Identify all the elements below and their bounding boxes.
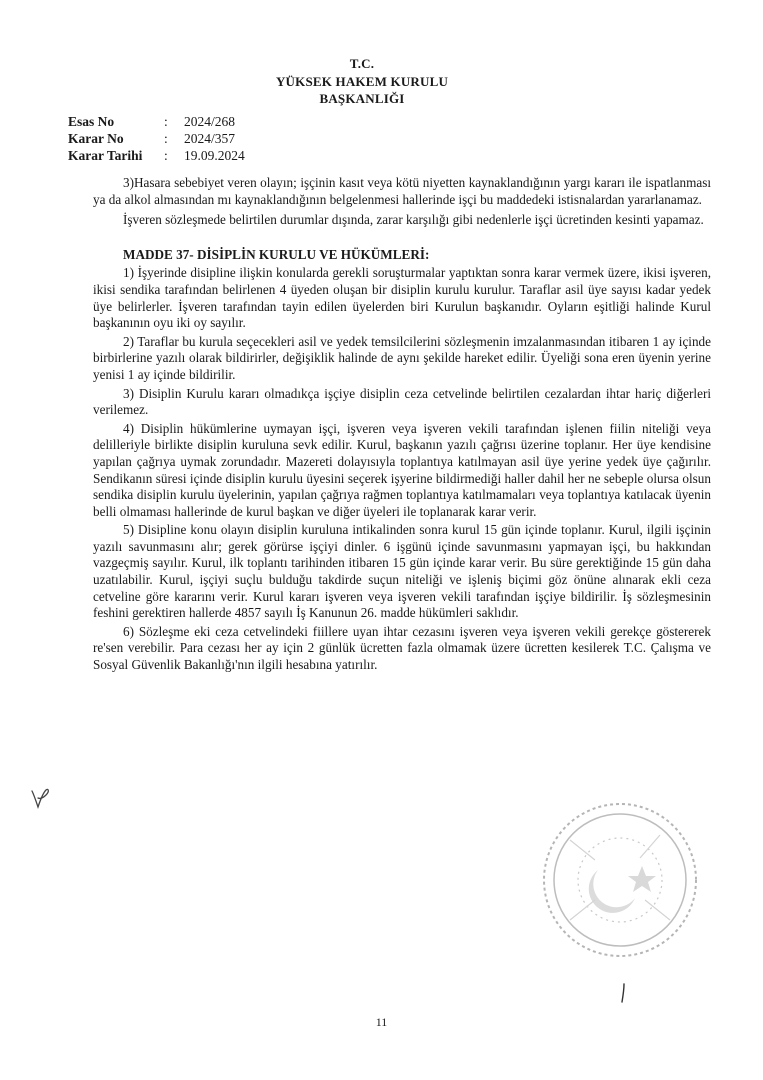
- page-number: 11: [375, 1015, 388, 1029]
- article-item: 1) İşyerinde disipline ilişkin konularda gerekli soruşturmalar yaptıktan sonra karar vermek üzere, ikisi işveren, ikisi sendika tarafından belirlenen 4 üyeden oluşan bir disiplin kurulu kurulur. Taraflar asil üye sayısı kadar yedek üye belirlerler. İşveren tarafından tayin edilen üyelerden biri Kurulun başkanıdır. Oyların eşitliği halinde Kurul başkanının oyu iki oy sayılır.: [93, 265, 711, 331]
- meta-karar-no: Karar No : 2024/357: [68, 131, 236, 146]
- document-body: [93, 175, 711, 674]
- article-item: 3) Disiplin Kurulu kararı olmadıkça işçiye disiplin ceza cetvelinde belirtilen cezalardan ihtar hariç diğerleri verilemez.: [93, 385, 711, 418]
- article-item: 4) Disiplin hükümlerine uymayan işçi, işveren veya işveren vekili tarafından işlenen fiilin niteliği veya delilleriyle birlikte disiplin kuruluna sevk edilir. Kurul, başkanın yazılı çağrısı üzerine toplanır. Her üye kendisine yapılan çağrıya uymak zorundadır. Mazereti dolayısıyla toplantıya katılmayan asil üye yerine yedek üye çağırılır. Sendikanın süresi içinde disiplin kurulu üyesini seçerek işyerine bildirmediği haller dahil her ne sebeple olursa olsun sendika disiplin kurulu üyelerinin, yapılan çağrıya rağmen toplantıya katılmamaları veya toplantıya katılacak üyenin belli olmaması hallerinde de kurul başkan ve diğer üyeleri ile toplanarak karar verir.: [93, 420, 711, 519]
- meta-label: Esas No: [68, 114, 115, 129]
- meta-value: 2024/357: [184, 131, 236, 146]
- article-item: 6) Sözleşme eki ceza cetvelindeki fiillere uyan ihtar cezasını işveren veya işveren vekili gerekçe göstererek re'sen verebilir. Para cezası her ay için 2 günlük ücretten fazla olmamak üzere ücretten kesilerek T.C. Çalışma ve Sosyal Güvenlik Bakanlığı'nın ilgili hesabına yatırılır.: [93, 623, 711, 673]
- article-heading: MADDE 37- DİSİPLİN KURULU VE HÜKÜMLERİ:: [123, 246, 430, 262]
- official-seal-icon: [540, 800, 700, 960]
- paragraph: 3)Hasara sebebiyet veren olayın; işçinin kasıt veya kötü niyetten kaynaklandığının yargı kararı ile ispatlanması ya da alkol almasından mı kaynaklandığının belgelenmesi hallerinde işçi bu maddedeki istisnalardan yararlanamaz.: [93, 175, 711, 207]
- meta-label: Karar No: [68, 131, 124, 146]
- meta-value: 2024/268: [184, 114, 236, 129]
- meta-karar-tarihi: Karar Tarihi : 19.09.2024: [68, 148, 245, 163]
- header-presidency: BAŞKANLIĞI: [319, 91, 405, 106]
- meta-label: Karar Tarihi: [68, 148, 143, 163]
- article-item: 5) Disipline konu olayın disiplin kuruluna intikalinden sonra kurul 15 gün içinde toplanır. Kurul, ilgili işçinin yazılı savunmasını alır; gerek görürse işçiyi dinler. 6 işgünü içinde savunmasını yapmayan işçi, bu hakkından vazgeçmiş sayılır. Kurul, ilk toplantı tarihinden itibaren 15 gün içinde karar verir. Bu süre gerektiğinde 15 gün daha uzatılabilir. Kurul, işçiyi suçlu bulduğu takdirde suçun niteliği ve işleniş biçimi göz önüne alınarak ekli ceza cetveline göre kararını verir. Kurul kararı işveren veya işveren vekili tarafından işçiye bildirilir. İş sözleşmesinin feshini gerektiren hallerde 4857 sayılı İş Kanunun 26. madde hükümleri saklıdır.: [93, 522, 711, 621]
- paragraph: İşveren sözleşmede belirtilen durumlar dışında, zarar karşılığı gibi nedenlerle işçi ücretinden kesinti yapamaz.: [123, 212, 704, 228]
- article-item: 2) Taraflar bu kurula seçecekleri asil ve yedek temsilcilerini sözleşmenin imzalanmasından itibaren 1 ay içinde birbirlerine yazılı olarak bildirirler, değişiklik halinde de aynı şekilde hareket edilir. Üyeliği sona eren üyenin yerine yenisi 1 ay içinde bildirilir.: [93, 333, 711, 382]
- signature-mark-icon: [618, 982, 630, 1004]
- header-tc: T.C.: [349, 56, 375, 71]
- meta-esas-no: Esas No : 2024/268: [68, 114, 236, 129]
- header-institution: YÜKSEK HAKEM KURULU: [275, 74, 449, 89]
- handwritten-mark-icon: [28, 785, 52, 811]
- meta-value: 19.09.2024: [184, 148, 245, 163]
